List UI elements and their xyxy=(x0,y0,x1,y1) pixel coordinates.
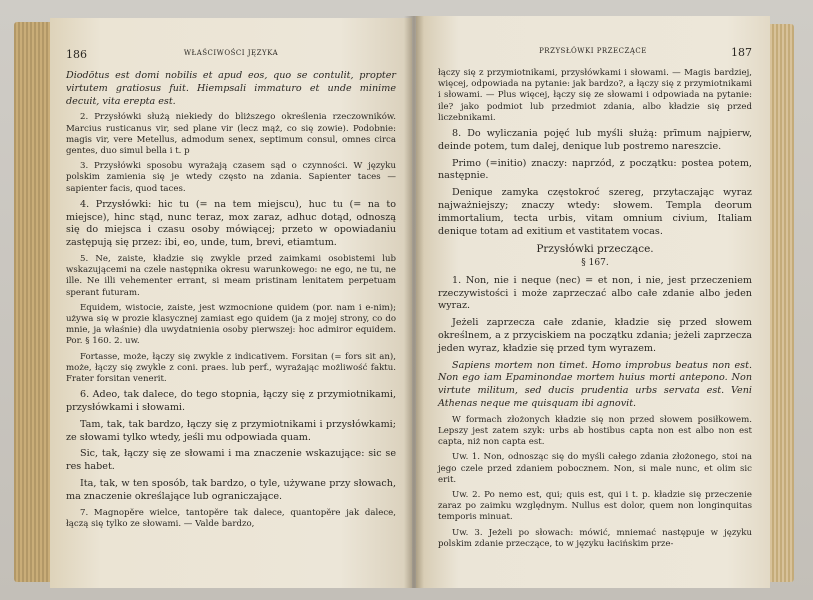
paragraph: Equidem, wistocie, zaiste, jest wzmocnione quidem (por. nam i e-nim); używa się w prozie klasycznej zamiast ego quidem (ja z mojej strony, co do mnie, ja właśnie) dla uwydatnienia osoby pierwszej: hoc admiror equidem. Por. § 160. 2. uw. xyxy=(66,302,396,347)
paragraph: 6. Adeo, tak dalece, do tego stopnia, łączy się z przymiotnikami, przysłówkami i słowami. xyxy=(66,389,396,414)
paragraph: 7. Magnopĕre wielce, tantopĕre tak dalece, quantopĕre jak dalece, łączą się tylko ze słowami. — Valde bardzo, xyxy=(66,507,396,529)
left-page-number: 186 xyxy=(66,48,87,61)
paragraph: W formach złożonych kładzie się non przed słowem posiłkowem. Lepszy jest zatem szyk: urbs ab hostibus capta non est albo non est capta, niż non capta est. xyxy=(438,414,752,448)
paragraph: 1. Non, nie i neque (nec) = et non, i nie, jest przeczeniem rzeczywistości i może zaprzeczać albo całe zdanie albo jeden wyraz. xyxy=(438,274,752,312)
paragraph: Uw. 1. Non, odnosząc się do myśli całego zdania złożonego, stoi na jego czele przed zdaniem pobocznem. Non, si male nunc, et olim sic erit. xyxy=(438,452,752,485)
left-running-head: WŁAŚCIWOŚCI JĘZYKA xyxy=(183,49,279,57)
paragraph: 4. Przysłówki: hic tu (= na tem miejscu), huc tu (= na to miejsce), hinc stąd, nunc teraz, mox zaraz, adhuc dotąd, odnoszą się do miejsca i czasu osoby mówiącej; przeto w opowiadaniu zastępują się przez: ibi, eo, unde, tum, brevi, etiamtum. xyxy=(66,198,396,249)
paragraph: Primo (=initio) znaczy: naprzód, z początku: postea potem, następnie. xyxy=(438,157,752,182)
left-text-column xyxy=(66,70,396,534)
book-gutter-shadow xyxy=(404,16,424,588)
book-page-edges-left xyxy=(14,22,54,582)
section-heading: Przysłówki przeczące. xyxy=(536,243,654,256)
paragraph: 3. Przysłówki sposobu wyrażają czasem sąd o czynności. W języku polskim zamienia się je wtedy często na zdania. Sapienter taces — sapienter facis, quod taces. xyxy=(66,161,396,194)
paragraph: łączy się z przymiotnikami, przysłówkami i słowami. — Magis bardziej, więcej, odpowiada na pytanie: jak bardzo?, a łączy się z przymiotnikami i słowami. — Plus więcej, łączy się ze słowami i odpowiada na pytanie: ile? jako podmiot lub przedmiot zdania, albo kładzie się przed liczebnikami. xyxy=(438,68,752,123)
paragraph: Denique zamyka częstokroć szereg, przytaczając wyraz najważniejszy; znaczy wtedy: słowem. Templa deorum immortalium, tecta urbis, vitam omnium civium, Italiam denique totam ad exitium et vastitatem vocas. xyxy=(438,187,752,237)
paragraph: Uw. 2. Po nemo est, qui; quis est, qui i t. p. kładzie się przeczenie zaraz po zaimku względnym. Nullus est dolor, quem non longinquitas temporis minuat. xyxy=(438,489,752,523)
paragraph: 5. Ne, zaiste, kładzie się zwykle przed zaimkami osobistemi lub wskazującemi na czele następnika okresu warunkowego: ne ego, ne tu, ne ille. Ne illi vehementer errant, si meam pristinam lenitatem perpetuam sperant futuram. xyxy=(66,254,396,298)
paragraph: Fortasse, może, łączy się zwykle z indicativem. Forsitan (= fors sit an), może, łączy się zwykle z coni. praes. lub perf., wyrażając możliwość faktu. Frater forsitan venerit. xyxy=(66,351,396,385)
paragraph: Tam, tak, tak bardzo, łączy się z przymiotnikami i przysłówkami; ze słowami tylko wtedy, jeśli mu odpowiada quam. xyxy=(66,418,396,443)
paragraph: Diodōtus est domi nobilis et apud eos, quo se contulit, propter virtutem gratiosus fuit. Hiempsali immaturo et unde minime decuit, vita erepta est. xyxy=(66,70,396,107)
right-page-number: 187 xyxy=(731,46,752,59)
paragraph: Jeżeli zaprzecza całe zdanie, kładzie się przed słowem określnem, a z przyciskiem na początku zdania; jeżeli zaprzecza jeden wyraz, kładzie się przed tym wyrazem. xyxy=(438,317,752,354)
right-page xyxy=(416,16,770,588)
left-page xyxy=(50,18,412,588)
paragraph: Uw. 3. Jeżeli po słowach: mówić, mniemać następuje w języku polskim zdanie przeczące, to w języku łacińskim prze- xyxy=(438,527,752,549)
section-number: § 167. xyxy=(581,257,609,268)
paragraph: 8. Do wyliczania pojęć lub myśli służą: prīmum najpierw, deinde potem, tum dalej, denique lub postremo nareszcie. xyxy=(438,128,752,152)
paragraph: Ita, tak, w ten sposób, tak bardzo, o tyle, używane przy słowach, ma znaczenie określające lub ograniczające. xyxy=(66,478,396,502)
paragraph: 2. Przysłówki służą niekiedy do bliższego określenia rzeczowników. Marcius rusticanus vir, sed plane vir (lecz mąż, co się zowie). Podobnie: magis vir, vere Metellus, admodum senex, septimum consul, omnes circa gentes, duo simul bella i t. p xyxy=(66,112,396,156)
right-text-column xyxy=(438,68,752,554)
paragraph: Sapiens mortem non timet. Homo improbus beatus non est. Non ego iam Epaminondae mortem huius morti antepono. Non virtute militum, sed ducis prudentia urbs servata est. Veni Athenas neque me quisquam ibi agnovit. xyxy=(438,359,752,409)
paragraph: Sic, tak, łączy się ze słowami i ma znaczenie wskazujące: sic se res habet. xyxy=(66,448,396,473)
right-running-head: PRZYSŁÓWKI PRZECZĄCE xyxy=(539,47,647,55)
